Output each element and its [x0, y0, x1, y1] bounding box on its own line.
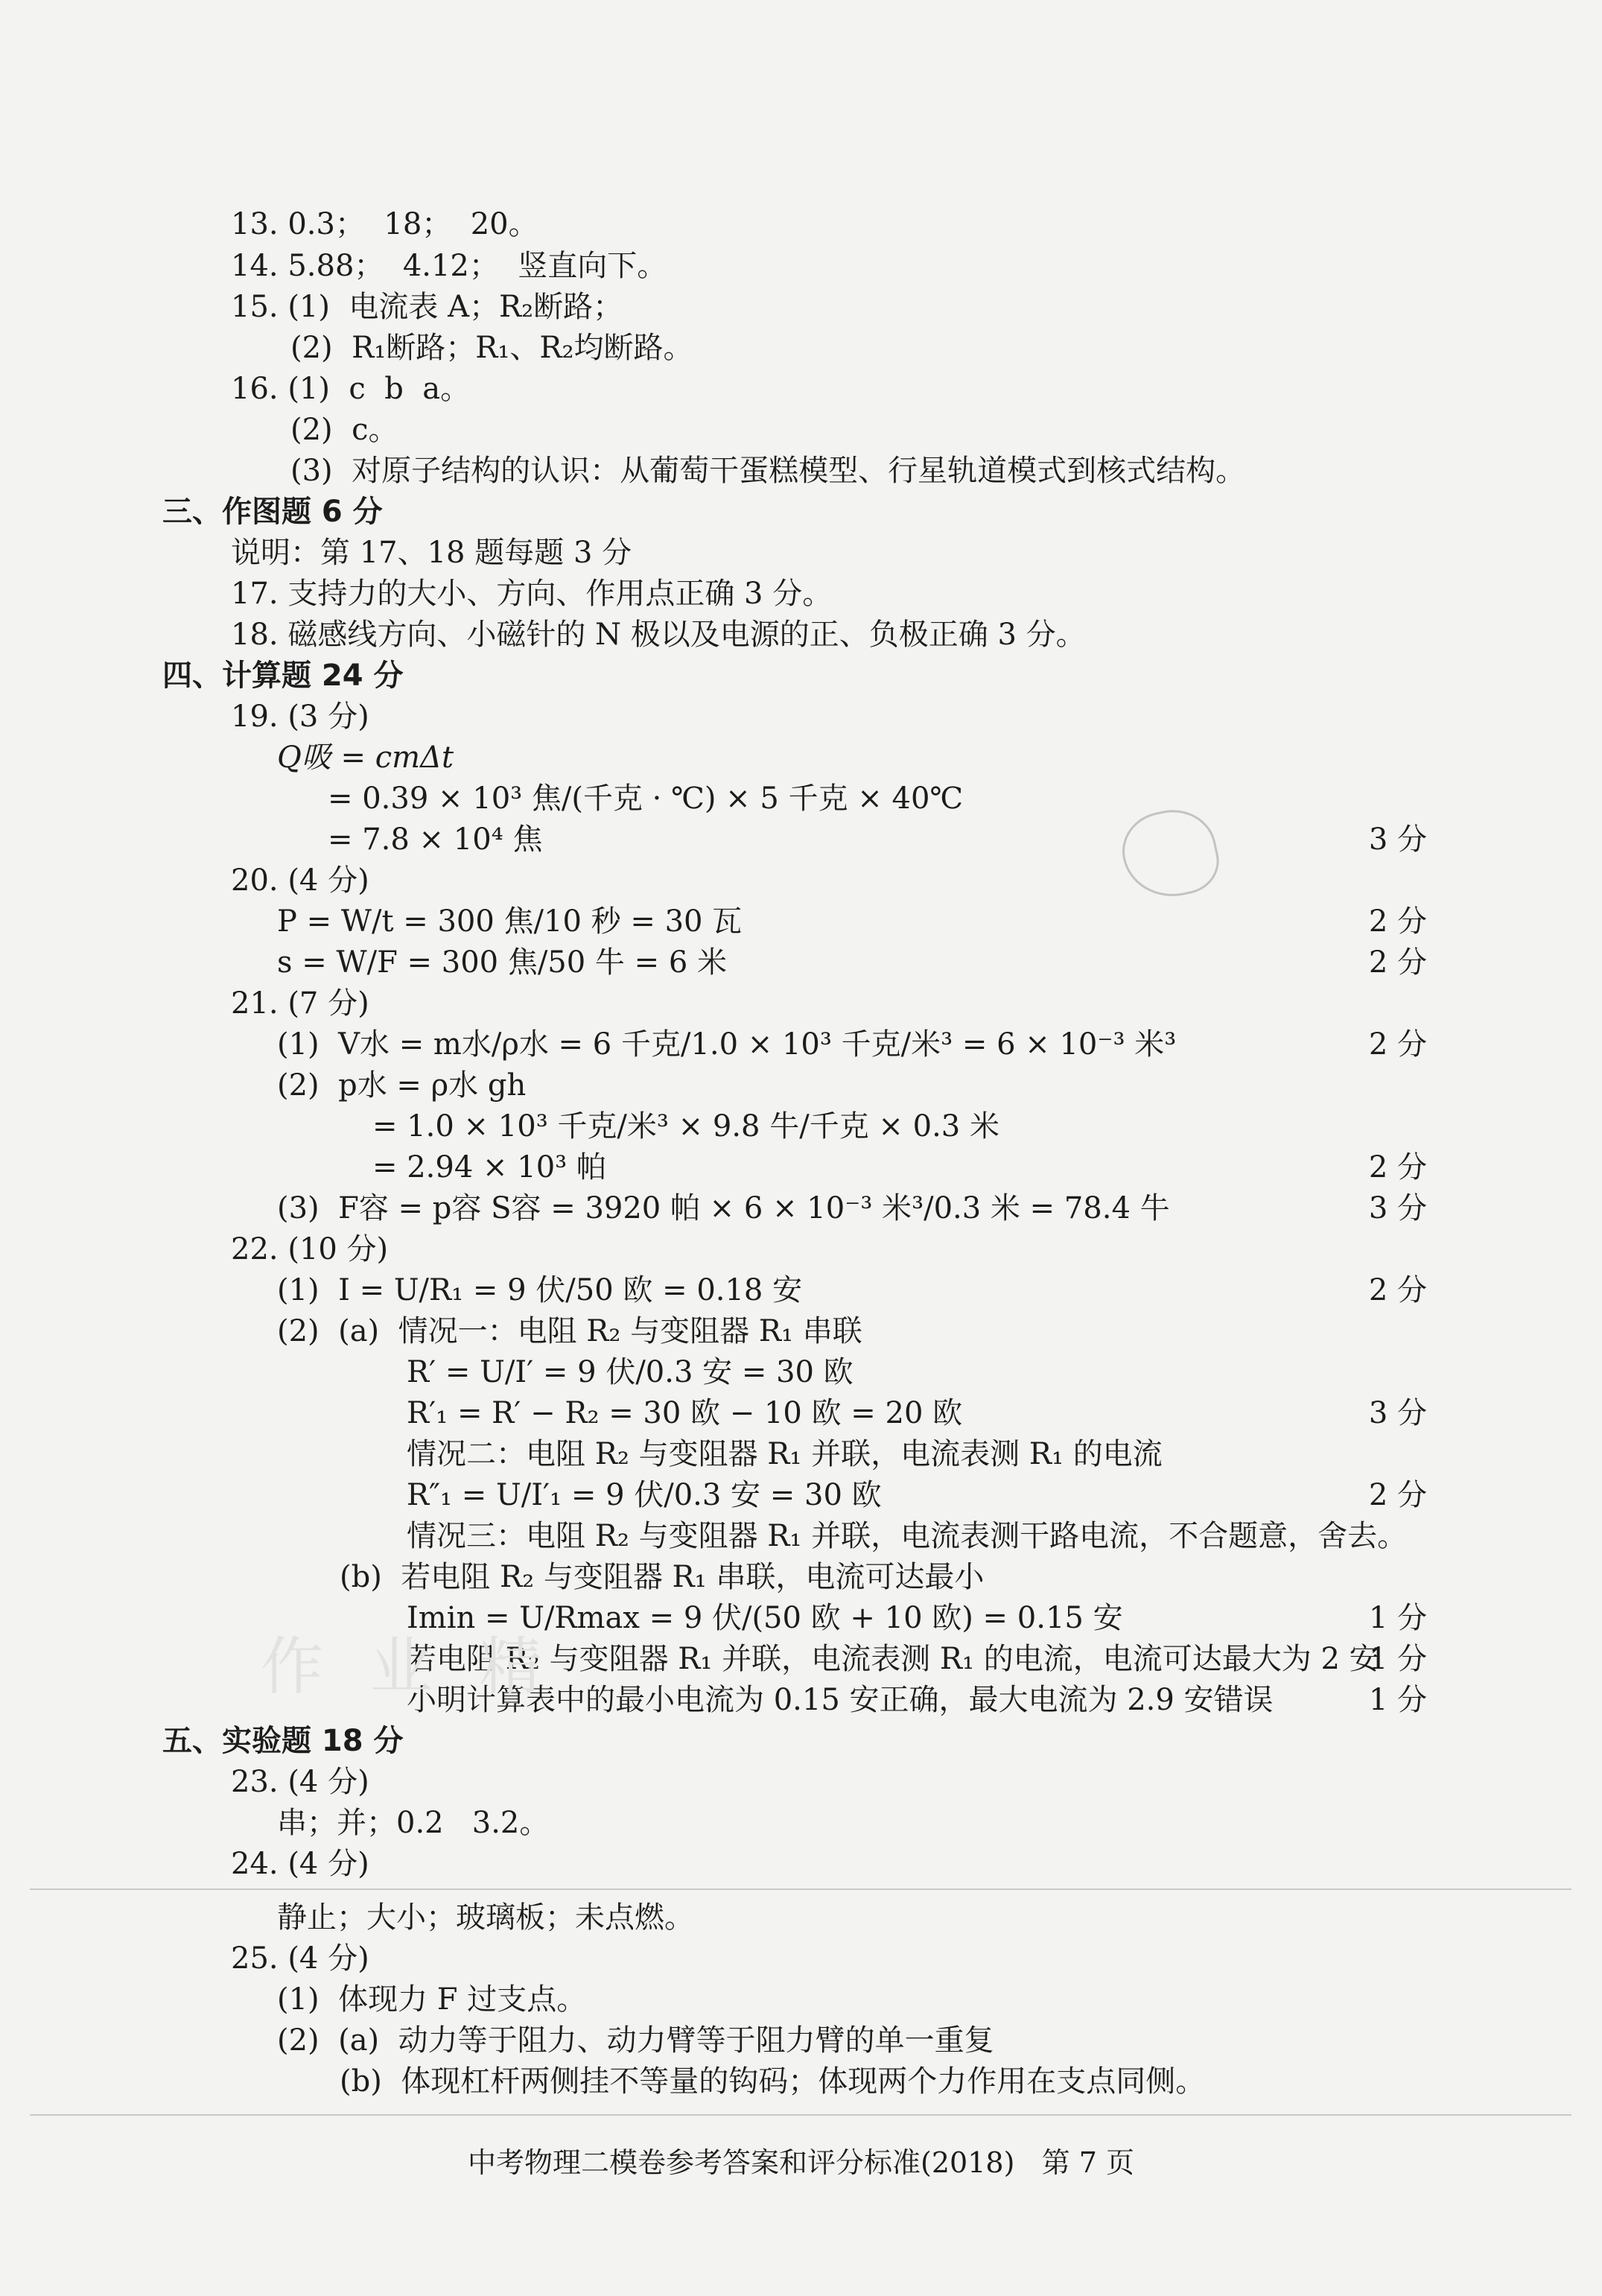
score-21-3: 3 分: [1368, 1191, 1427, 1225]
watermark: 作 业 精: [261, 1630, 556, 1703]
answer-line-21-2-step2: = 2.94 × 10³ 帕: [372, 1150, 606, 1185]
score-22-2b-min: 1 分: [1368, 1601, 1427, 1635]
answer-line-25-2b: (b) 体现杠杆两侧挂不等量的钩码；体现两个力作用在支点同侧。: [340, 2064, 1206, 2099]
answer-line-20-distance: s = W/F = 300 焦/50 牛 = 6 米: [277, 945, 728, 980]
score-20-power: 2 分: [1368, 904, 1427, 939]
answer-line-22-2a-step2: R′₁ = R′ − R₂ = 30 欧 − 10 欧 = 20 欧: [407, 1396, 963, 1430]
answer-line-22-2a: (2) (a) 情况一：电阻 R₂ 与变阻器 R₁ 串联: [277, 1314, 862, 1348]
page-divider-bottom: [30, 2114, 1571, 2116]
answer-line-16-1: 16. (1) c b a。: [231, 372, 471, 406]
page-footer: 中考物理二模卷参考答案和评分标准(2018) 第 7 页: [468, 2146, 1134, 2179]
section-heading-calculation: 四、计算题 24 分: [162, 659, 404, 693]
answer-line-15-1: 15. (1) 电流表 A；R₂断路；: [231, 290, 623, 324]
answer-line-25: 25. (4 分): [231, 1941, 369, 1976]
answer-line-21-2: (2) p水 = ρ水 gh: [277, 1068, 527, 1103]
answer-line-19: 19. (3 分): [231, 700, 369, 734]
answer-line-17: 17. 支持力的大小、方向、作用点正确 3 分。: [231, 577, 833, 611]
score-22-1: 2 分: [1368, 1273, 1427, 1307]
answer-line-20-power: P = W/t = 300 焦/10 秒 = 30 瓦: [277, 904, 743, 939]
page-divider-top: [30, 1889, 1571, 1890]
section-heading-drawing: 三、作图题 6 分: [162, 495, 383, 529]
answer-line-23: 23. (4 分): [231, 1765, 369, 1799]
answer-line-19-formula: Q吸 = cmΔt: [277, 741, 454, 775]
answer-line-24-body: 静止；大小；玻璃板；未点燃。: [277, 1900, 694, 1935]
score-20-distance: 2 分: [1368, 945, 1427, 980]
answer-line-25-1: (1) 体现力 F 过支点。: [277, 1982, 587, 2017]
answer-line-22-case2-step: R″₁ = U/I′₁ = 9 伏/0.3 安 = 30 欧: [407, 1478, 882, 1512]
answer-line-22-2a-step1: R′ = U/I′ = 9 伏/0.3 安 = 30 欧: [407, 1355, 854, 1389]
seal-stamp: [1115, 802, 1224, 906]
answer-line-16-2: (2) c。: [290, 413, 398, 447]
answer-line-22-1: (1) I = U/R₁ = 9 伏/50 欧 = 0.18 安: [277, 1273, 803, 1307]
drawing-note: 说明：第 17、18 题每题 3 分: [231, 536, 632, 570]
answer-line-22-case2: 情况二：电阻 R₂ 与变阻器 R₁ 并联，电流表测 R₁ 的电流: [407, 1437, 1163, 1471]
score-19: 3 分: [1368, 822, 1427, 857]
section-heading-experiment: 五、实验题 18 分: [162, 1724, 404, 1758]
answer-line-20: 20. (4 分): [231, 863, 369, 898]
score-21-1: 2 分: [1368, 1027, 1427, 1062]
score-21-2: 2 分: [1368, 1150, 1427, 1185]
answer-line-22-2b: (b) 若电阻 R₂ 与变阻器 R₁ 串联，电流可达最小: [340, 1560, 985, 1594]
answer-line-14: 14. 5.88； 4.12； 竖直向下。: [231, 249, 667, 283]
score-22-2a-case1: 3 分: [1368, 1396, 1427, 1430]
answer-line-23-body: 串；并；0.2 3.2。: [277, 1806, 550, 1840]
answer-line-16-3: (3) 对原子结构的认识：从葡萄干蛋糕模型、行星轨道模式到核式结构。: [290, 454, 1246, 488]
answer-line-13: 13. 0.3； 18； 20。: [231, 207, 538, 241]
answer-line-19-step2: = 7.8 × 10⁴ 焦: [328, 822, 543, 857]
answer-line-25-2a: (2) (a) 动力等于阻力、动力臂等于阻力臂的单一重复: [277, 2023, 994, 2058]
answer-line-21-3: (3) F容 = p容 S容 = 3920 帕 × 6 × 10⁻³ 米³/0.3 米 = 78.4 牛: [277, 1191, 1170, 1225]
answer-line-22-2b-min: Imin = U/Rmax = 9 伏/(50 欧 + 10 欧) = 0.15 安: [407, 1601, 1123, 1635]
score-22-2b-max: 1 分: [1368, 1642, 1427, 1676]
answer-line-21-1: (1) V水 = m水/ρ水 = 6 千克/1.0 × 10³ 千克/米³ = 6 × 10⁻³ 米³: [277, 1027, 1177, 1062]
answer-line-19-step1: = 0.39 × 10³ 焦/(千克 · ℃) × 5 千克 × 40℃: [328, 781, 964, 816]
answer-line-22-2b-conclusion: 小明计算表中的最小电流为 0.15 安正确，最大电流为 2.9 安错误: [407, 1683, 1274, 1717]
answer-line-18: 18. 磁感线方向、小磁针的 N 极以及电源的正、负极正确 3 分。: [231, 618, 1086, 652]
answer-line-21-2-step1: = 1.0 × 10³ 千克/米³ × 9.8 牛/千克 × 0.3 米: [372, 1109, 999, 1144]
answer-line-24: 24. (4 分): [231, 1847, 369, 1881]
answer-line-22: 22. (10 分): [231, 1232, 389, 1266]
answer-line-15-2: (2) R₁断路；R₁、R₂均断路。: [290, 331, 693, 365]
answer-line-22-2b-max: 若电阻 R₂ 与变阻器 R₁ 并联，电流表测 R₁ 的电流，电流可达最大为 2 安: [407, 1642, 1379, 1676]
score-22-2b-conclusion: 1 分: [1368, 1683, 1427, 1717]
score-22-2a-case2: 2 分: [1368, 1478, 1427, 1512]
answer-line-22-case3: 情况三：电阻 R₂ 与变阻器 R₁ 并联，电流表测干路电流，不合题意，舍去。: [407, 1519, 1408, 1553]
answer-line-21: 21. (7 分): [231, 986, 369, 1021]
